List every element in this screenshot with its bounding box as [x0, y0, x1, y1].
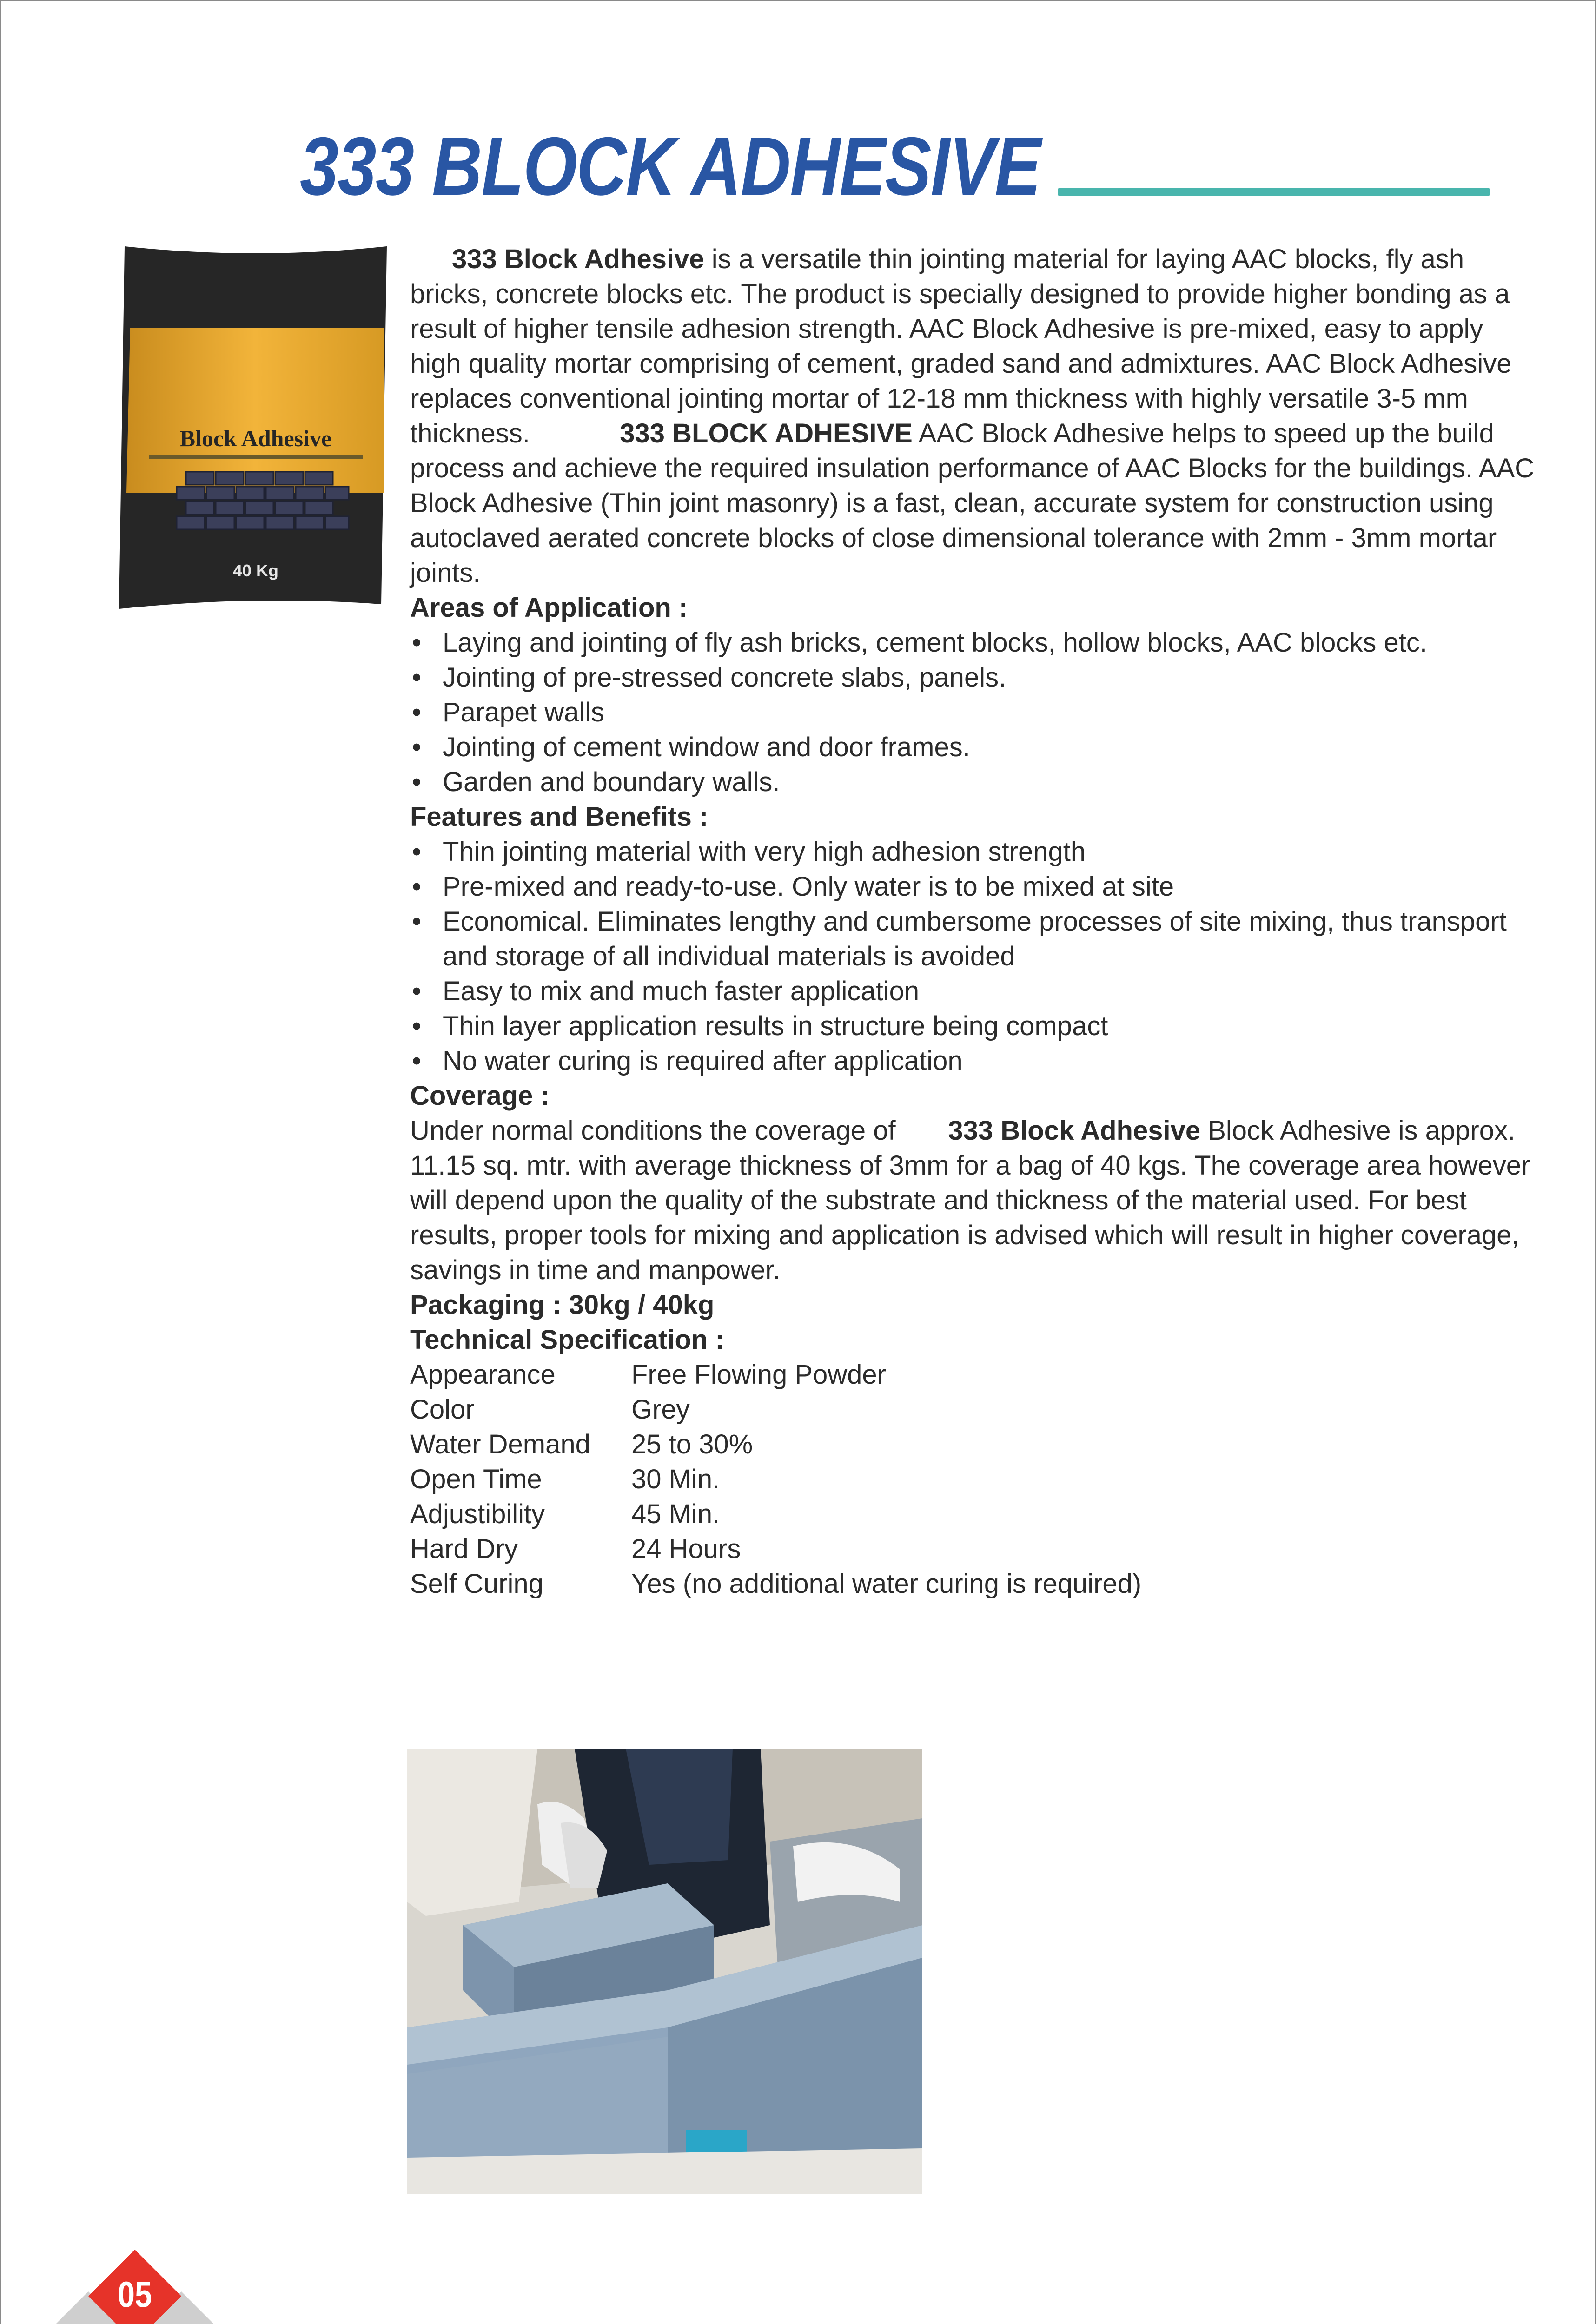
- intro-bold-2: 333 BLOCK ADHESIVE: [620, 418, 913, 449]
- spec-key: Water Demand: [410, 1429, 590, 1459]
- packaging-label: Packaging :: [410, 1290, 562, 1320]
- bag-brand-text: Block Adhesive: [179, 425, 332, 451]
- list-item: • Economical. Eliminates lengthy and cumbersome processes of site mixing, thus transport and storage of all individual materials is avoided: [410, 904, 1535, 974]
- table-row: [410, 1497, 1141, 1532]
- application-photo: [407, 1749, 922, 2194]
- intro-text-1: is a versatile thin jointing material for laying AAC blocks, fly ash bricks, concrete blocks etc. The product is specially designed to provide higher bonding as a result of higher tensile adhesion strength. AAC Block Adhesive is pre-mixed, easy to apply high quality mortar comprising of cement, graded sand and admixtures. AAC Block Adhesive replaces conventional jointing mortar of 12-18 mm thickness with highly versatile 3-5 mm thickness.: [410, 244, 1512, 449]
- areas-list: [410, 625, 1535, 799]
- tech-spec-table: [410, 1357, 1141, 1601]
- spec-value: 24 Hours: [631, 1534, 741, 1564]
- table-row: [410, 1427, 1141, 1462]
- spec-key: Open Time: [410, 1464, 542, 1494]
- page-number: 05: [118, 2274, 152, 2315]
- table-row: [410, 1357, 1141, 1392]
- table-row: [410, 1462, 1141, 1497]
- list-item: • No water curing is required after application: [410, 1043, 1535, 1078]
- coverage-heading: Coverage :: [410, 1081, 550, 1111]
- list-item: • Easy to mix and much faster application: [410, 974, 1535, 1009]
- list-item: • Parapet walls: [410, 695, 1535, 730]
- table-row: [410, 1566, 1141, 1601]
- list-item: • Laying and jointing of fly ash bricks, cement blocks, hollow blocks, AAC blocks etc.: [410, 625, 1535, 660]
- title-underline: [1058, 188, 1490, 196]
- packaging-line: [410, 1287, 1535, 1322]
- coverage-bold: 333 Block Adhesive: [948, 1116, 1201, 1146]
- main-content: [410, 242, 1535, 1601]
- coverage-paragraph: [410, 1113, 1535, 1287]
- list-item: • Garden and boundary walls.: [410, 765, 1535, 799]
- list-item: • Jointing of pre-stressed concrete slabs, panels.: [410, 660, 1535, 695]
- product-bag-image: [116, 242, 395, 614]
- spec-value: 45 Min.: [631, 1499, 720, 1529]
- page-title: 333 BLOCK ADHESIVE: [300, 120, 1040, 212]
- spec-value: Grey: [631, 1394, 690, 1425]
- spec-key: Adjustibility: [410, 1499, 545, 1529]
- features-heading: Features and Benefits :: [410, 802, 709, 832]
- intro-text-2: AAC Block Adhesive helps to speed up the build process and achieve the required insulation performance of AAC Blocks for the buildings. AAC Block Adhesive (Thin joint masonry) is a fast, clean, accurate system for construction using autoclaved aerated concrete blocks of close dimensional tolerance with 2mm - 3mm mortar joints.: [410, 418, 1535, 588]
- coverage-post: Block Adhesive is approx. 11.15 sq. mtr. with average thickness of 3mm for a bag of 40 kgs. The coverage area however will depend upon the quality of the substrate and thickness of the material used. For best results, proper tools for mixing and application is advised which will result in higher coverage, savings in time and manpower.: [410, 1116, 1530, 1285]
- packaging-value: 30kg / 40kg: [561, 1290, 715, 1320]
- list-item: • Thin layer application results in structure being compact: [410, 1009, 1535, 1043]
- tech-spec-heading: Technical Specification :: [410, 1325, 724, 1355]
- table-row: [410, 1392, 1141, 1427]
- list-item: • Jointing of cement window and door frames.: [410, 730, 1535, 765]
- intro-bold-1: 333 Block Adhesive: [452, 244, 704, 274]
- spec-value: Yes (no additional water curing is required): [631, 1569, 1142, 1599]
- areas-heading: Areas of Application :: [410, 593, 688, 623]
- spec-value: 30 Min.: [631, 1464, 720, 1494]
- spec-key: Self Curing: [410, 1569, 543, 1599]
- spec-key: Hard Dry: [410, 1534, 518, 1564]
- coverage-pre: Under normal conditions the coverage of: [410, 1116, 903, 1146]
- spec-value: Free Flowing Powder: [631, 1360, 886, 1390]
- bag-weight-text: 40 Kg: [232, 561, 279, 580]
- spec-value: 25 to 30%: [631, 1429, 753, 1459]
- intro-paragraph: [410, 242, 1535, 590]
- features-list: [410, 834, 1535, 1078]
- spec-key: Color: [410, 1394, 475, 1425]
- spec-key: Appearance: [410, 1360, 556, 1390]
- list-item: • Pre-mixed and ready-to-use. Only water is to be mixed at site: [410, 869, 1535, 904]
- page-number-badge: [28, 2240, 242, 2324]
- table-row: [410, 1532, 1141, 1566]
- list-item: • Thin jointing material with very high adhesion strength: [410, 834, 1535, 869]
